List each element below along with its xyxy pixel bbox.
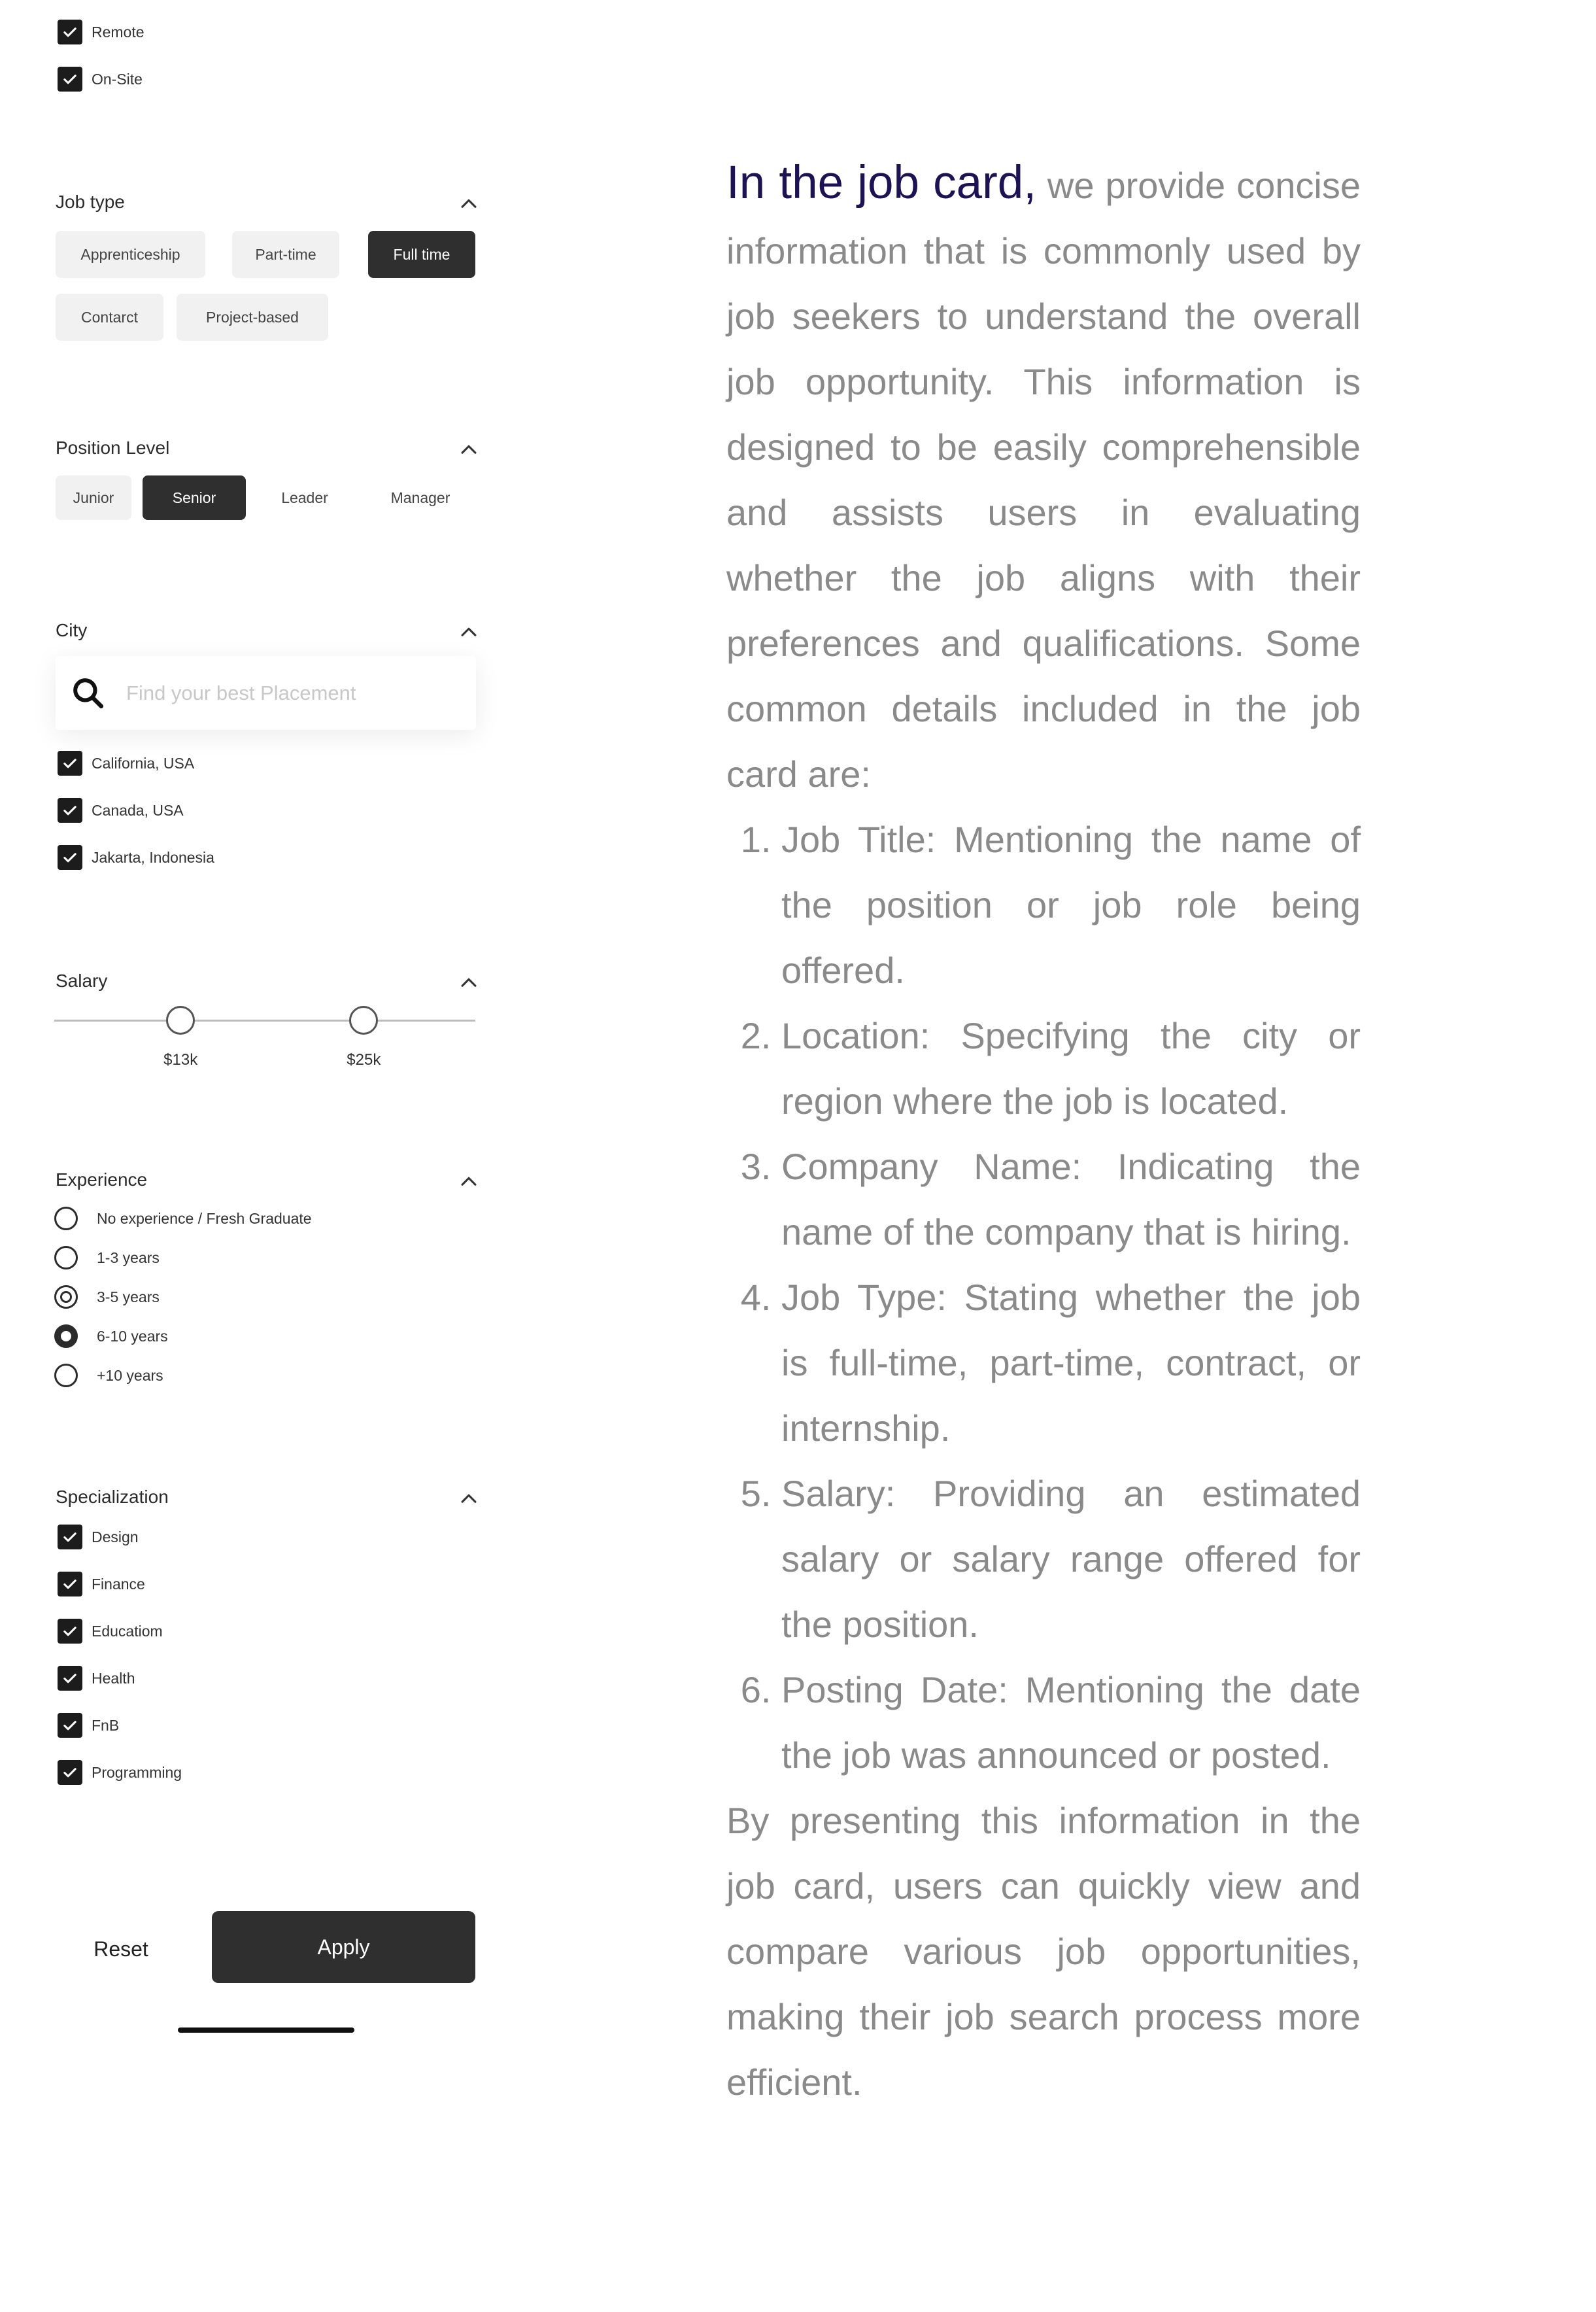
radio-6-10-years[interactable] xyxy=(54,1323,168,1349)
radio-label: 1-3 years xyxy=(97,1249,160,1266)
checkmark-icon xyxy=(58,20,82,44)
checkbox-label: Design xyxy=(92,1528,139,1545)
checkbox-label: Educatiom xyxy=(92,1622,163,1640)
chip-junior[interactable]: Junior xyxy=(56,475,131,520)
city-search-input[interactable] xyxy=(125,681,467,706)
radio-circle-icon xyxy=(54,1364,78,1387)
radio-10-plus-years[interactable] xyxy=(54,1362,163,1389)
list-item: 2. Location: Specifying the city or region where the job is located. xyxy=(781,1003,1361,1134)
checkbox-on-site[interactable] xyxy=(58,66,143,92)
checkmark-icon xyxy=(58,1713,82,1738)
radio-label: 6-10 years xyxy=(97,1327,168,1345)
list-item: 5. Salary: Providing an estimated salary or salary range offered for the position. xyxy=(781,1461,1361,1657)
salary-min-label: $13k xyxy=(163,1051,198,1069)
details-list xyxy=(726,807,1361,1788)
search-icon xyxy=(70,675,107,712)
checkmark-icon xyxy=(58,845,82,870)
checkbox-health[interactable] xyxy=(58,1665,135,1691)
salary-min-handle[interactable] xyxy=(166,1006,195,1035)
apply-button[interactable]: Apply xyxy=(212,1911,475,1983)
checkbox-label: California, USA xyxy=(92,754,195,772)
radio-label: +10 years xyxy=(97,1366,163,1384)
radio-no-experience[interactable] xyxy=(54,1205,312,1232)
list-item: 1. Job Title: Mentioning the name of the position or job role being offered. xyxy=(781,807,1361,1003)
chevron-up-icon[interactable] xyxy=(458,193,480,215)
salary-max-label: $25k xyxy=(347,1051,381,1069)
radio-3-5-years[interactable] xyxy=(54,1284,160,1310)
chip-apprenticeship[interactable]: Apprenticeship xyxy=(56,231,205,278)
intro-text: we provide concise information that is commonly used by job seekers to understand the overall job opportunity. This information is designed to be easily comprehensible and assists users in evaluating whether the job aligns with their preferences and qualifications. Some common details included in the job card are: xyxy=(726,165,1361,795)
section-title-specialization: Specialization xyxy=(56,1487,169,1507)
radio-label: No experience / Fresh Graduate xyxy=(97,1209,312,1227)
list-item: 6. Posting Date: Mentioning the date the job was announced or posted. xyxy=(781,1657,1361,1788)
checkmark-icon xyxy=(58,1572,82,1596)
section-title-experience: Experience xyxy=(56,1169,148,1190)
job-card-description xyxy=(726,150,1361,2115)
checkmark-icon xyxy=(58,1760,82,1785)
radio-1-3-years[interactable] xyxy=(54,1245,160,1271)
section-title-salary: Salary xyxy=(56,971,108,991)
checkbox-remote[interactable] xyxy=(58,19,144,45)
chevron-up-icon[interactable] xyxy=(458,1171,480,1193)
checkbox-label: Programming xyxy=(92,1763,182,1781)
checkbox-design[interactable] xyxy=(58,1524,139,1550)
chip-manager[interactable]: Manager xyxy=(365,475,475,520)
checkbox-label: Health xyxy=(92,1669,135,1687)
checkmark-icon xyxy=(58,67,82,92)
checkbox-education[interactable] xyxy=(58,1618,163,1644)
checkbox-label: On-Site xyxy=(92,70,143,88)
section-title-city: City xyxy=(56,620,88,640)
chip-project-based[interactable]: Project-based xyxy=(177,294,328,341)
checkmark-icon xyxy=(58,1619,82,1644)
checkbox-label: Remote xyxy=(92,23,144,41)
reset-button[interactable]: Reset xyxy=(72,1923,170,1975)
chevron-up-icon[interactable] xyxy=(458,1488,480,1510)
outro-paragraph: By presenting this information in the job card, users can quickly view and compare various job opportunities, making their job search process more efficient. xyxy=(726,1800,1361,2103)
chip-senior[interactable]: Senior xyxy=(143,475,246,520)
chevron-up-icon[interactable] xyxy=(458,621,480,644)
list-item: 4. Job Type: Stating whether the job is full-time, part-time, contract, or internship. xyxy=(781,1265,1361,1461)
checkmark-icon xyxy=(58,1666,82,1691)
checkbox-label: FnB xyxy=(92,1716,120,1734)
chip-leader[interactable]: Leader xyxy=(256,475,353,520)
radio-selected-icon xyxy=(54,1324,78,1348)
checkbox-programming[interactable] xyxy=(58,1759,182,1786)
checkmark-icon xyxy=(58,798,82,823)
salary-max-handle[interactable] xyxy=(349,1006,378,1035)
chip-part-time[interactable]: Part-time xyxy=(232,231,339,278)
intro-paragraph xyxy=(726,150,1361,807)
list-item: 3. Company Name: Indicating the name of the company that is hiring. xyxy=(781,1134,1361,1265)
section-title-position-level: Position Level xyxy=(56,438,170,458)
checkbox-finance[interactable] xyxy=(58,1571,145,1597)
checkbox-california[interactable] xyxy=(58,750,194,776)
checkbox-label: Canada, USA xyxy=(92,801,184,819)
radio-circle-icon xyxy=(54,1246,78,1269)
checkbox-fnb[interactable] xyxy=(58,1712,119,1738)
lead-heading: In the job card, xyxy=(726,157,1036,209)
city-search[interactable] xyxy=(56,656,476,730)
radio-label: 3-5 years xyxy=(97,1288,160,1305)
checkbox-jakarta[interactable] xyxy=(58,844,214,871)
section-title-job-type: Job type xyxy=(56,192,125,212)
checkmark-icon xyxy=(58,751,82,776)
home-indicator xyxy=(178,2027,354,2033)
radio-circle-icon xyxy=(54,1285,78,1309)
radio-circle-icon xyxy=(54,1207,78,1230)
checkbox-label: Jakarta, Indonesia xyxy=(92,848,214,866)
chevron-up-icon[interactable] xyxy=(458,972,480,994)
chevron-up-icon[interactable] xyxy=(458,439,480,461)
filter-panel xyxy=(0,0,562,2312)
salary-slider-track[interactable] xyxy=(54,1020,475,1022)
chip-full-time[interactable]: Full time xyxy=(368,231,475,278)
chip-contract[interactable]: Contarct xyxy=(56,294,163,341)
checkbox-canada[interactable] xyxy=(58,797,184,823)
checkbox-label: Finance xyxy=(92,1575,145,1593)
checkmark-icon xyxy=(58,1525,82,1549)
